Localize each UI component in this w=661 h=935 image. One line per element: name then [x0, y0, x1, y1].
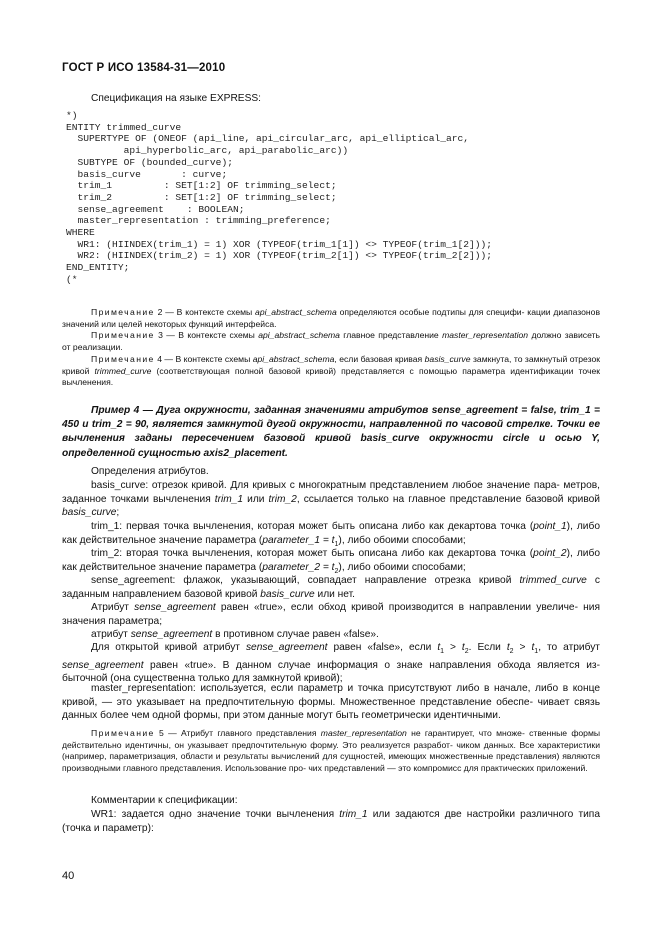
attr-master-representation: master_representation: используется, если параметр и точка присутствуют либо в начале, либо в конце кривой, — это указывает на предпочтительную формы. Множественное представление обеспе- чивает связь данных более чем одной формы, при этом данные могут быть геометрически идентичными.: [62, 683, 600, 722]
code-line: api_hyperbolic_arc, api_parabolic_arc)): [66, 145, 349, 157]
code-line: trim_2 : SET[1:2] OF trimming_select;: [66, 191, 337, 203]
code-line: WHERE: [66, 227, 95, 239]
code-line: SUBTYPE OF (bounded_curve);: [66, 156, 233, 168]
attr-trim-1: trim_1: первая точка вычленения, которая может быть описана либо как декартова точка (point_1), либо как действительное значение параметра (parameter_1 = $t_1$), либо обоими способами;: [62, 521, 600, 548]
example-4: Пример 4 — Дуга окружности, заданная значениями атрибутов sense_agreement = false, trim_1 = 450 и trim_2 = 90, является замкнутой дугой окружности, направленной по часовой стрелке. Точки ее вычленения заданы пересечением базовой кривой basis_curve окружности circle и осью Y, определенной сущностью axis2_placement.: [62, 405, 600, 459]
code-line: SUPERTYPE OF (ONEOF (api_line, api_circular_arc, api_elliptical_arc,: [66, 133, 470, 145]
attr-false-rule: атрибут sense_agreement в противном случае равен «false».: [91, 629, 379, 640]
attr-true-rule: Атрибут sense_agreement равен «true», если обход кривой производится в направлении увеличе- ния значения параметра;: [62, 602, 600, 627]
note-label: Примечание: [91, 307, 155, 317]
code-line: (*: [66, 273, 78, 285]
code-line: basis_curve : curve;: [66, 168, 228, 180]
attr-open-curve: Для открытой кривой атрибут sense_agreement равен «false», если $t_1 > t_2$. Если $t_2 > t_1$, то атрибут sense_agreement равен «true». В данном случае информация о знаке направления обхода является из- быточной (она существенна только для замкнутой кривой);: [62, 642, 600, 685]
note-label: Примечание: [91, 354, 155, 364]
page-number: 40: [62, 870, 75, 882]
document-header: ГОСТ Р ИСО 13584-31—2010: [62, 62, 226, 74]
attributes-heading: Определения атрибутов.: [91, 466, 209, 477]
attr-trim-2: trim_2: вторая точка вычленения, которая может быть описана либо как декартова точка (point_2), либо как действительное значение параметра (parameter_2 = $t_2$), либо обоими способами;: [62, 548, 600, 575]
note-2: Примечание 2 — В контексте схемы api_abstract_schema определяются особые подтипы для специфи- кации диапазонов значений или целей некоторых функций интерфейса.: [62, 307, 601, 329]
code-line: WR1: (HIINDEX(trim_1) = 1) XOR (TYPEOF(trim_1[1]) <> TYPEOF(trim_1[2]));: [66, 238, 493, 250]
attr-basis-curve: basis_curve: отрезок кривой. Для кривых с многократным представлением любое значение пара- метров, заданное точками вычленения trim_1 или trim_2, ссылается только на главное представление базовой кривой basis_curve;: [62, 480, 600, 519]
comments-heading: Комментарии к спецификации:: [91, 795, 238, 806]
spec-heading: Спецификация на языке EXPRESS:: [91, 93, 262, 104]
express-code-block: [66, 110, 492, 286]
wr1-comment: WR1: задается одно значение точки вычленения trim_1 или задаются две настройки различного типа (точка и параметр):: [62, 809, 600, 834]
code-line: master_representation : trimming_preference;: [66, 215, 331, 227]
attr-sense-agreement: sense_agreement: флажок, указывающий, совпадает направление отрезка кривой trimmed_curve с заданным направлением базовой кривой basis_curve или нет.: [62, 575, 600, 600]
note-label: Примечание: [91, 330, 155, 340]
note-3: Примечание 3 — В контексте схемы api_abstract_schema главное представление master_representation должно зависеть от реализации.: [62, 330, 601, 352]
code-line: END_ENTITY;: [66, 262, 130, 274]
code-line: *): [66, 110, 78, 121]
note-4: Примечание 4 — В контексте схемы api_abstract_schema, если базовая кривая basis_curve замкнута, то замкнутый отрезок кривой trimmed_curve (соответствующая полной базовой кривой) представляется с помощью параметра идентификации точек вычленения.: [62, 354, 601, 388]
code-line: WR2: (HIINDEX(trim_2) = 1) XOR (TYPEOF(trim_2[1]) <> TYPEOF(trim_2[2]));: [66, 250, 493, 262]
note-5: Примечание 5 — Атрибут главного представления master_representation не гарантирует, что множе- ственные формы действительно идентичны, он указывает предпочтительную форму. Это реализуется разработ- чиком данных. Все характеристики (например, параметризация, области и результаты вычислений для сущностей, имеющих множественные представления) являются производными главного представления. Использование про- чих представлений — это компромисс для практических приложений.: [62, 728, 601, 773]
code-line: trim_1 : SET[1:2] OF trimming_select;: [66, 180, 337, 192]
note-label: Примечание: [91, 728, 155, 738]
code-line: sense_agreement : BOOLEAN;: [66, 203, 245, 215]
code-line: ENTITY trimmed_curve: [66, 121, 182, 133]
